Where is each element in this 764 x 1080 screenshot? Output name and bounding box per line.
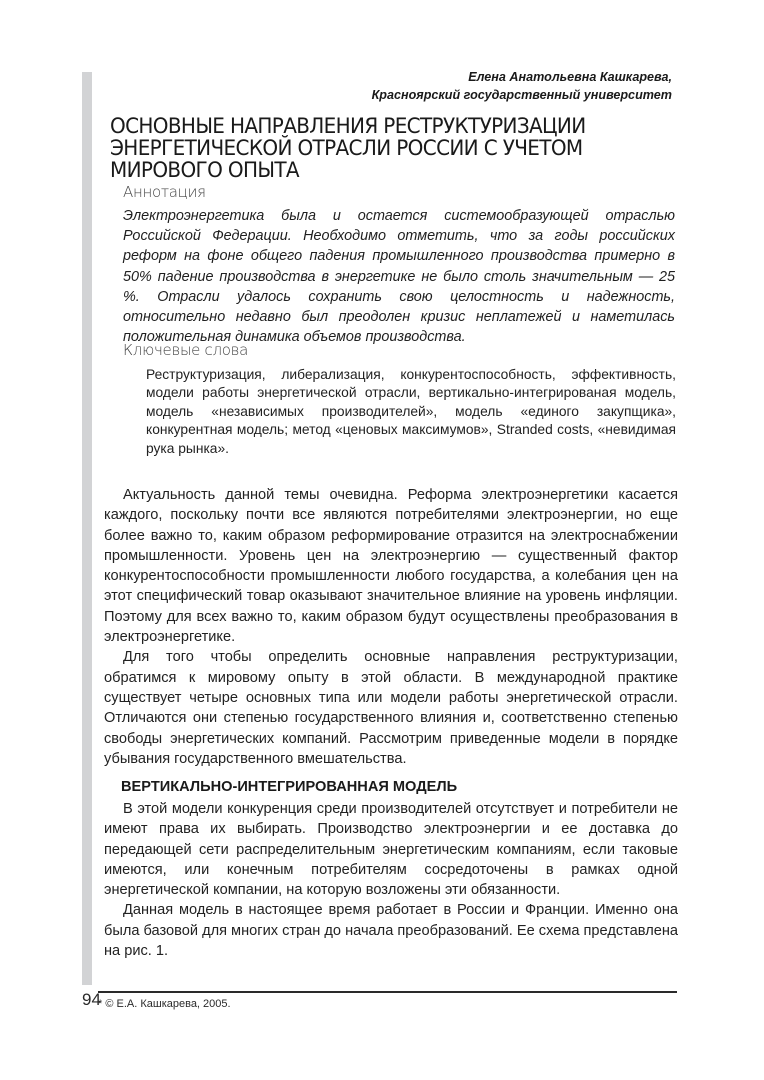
body-paragraph: Актуальность данной темы очевидна. Реформа электроэнергетики касается каждого, поскольку почти все являются потребителями электроэнергии, но еще более важно то, каким образом реформирование отразится на электроснабжении промышленности. Уровень цен на электроэнергию — существенный фактор конкурентоспособности промышленности любого государства, а колебания цен на этот специфический товар оказывают значительное влияние на уровень инфляции. Поэтому для всех важно то, каким образом будут осуществлены преобразования в электроэнергетике. [104,487,678,646]
section-heading: ВЕРТИКАЛЬНО-ИНТЕГРИРОВАННАЯ МОДЕЛЬ [121,779,458,795]
body-text [104,485,678,769]
page-number: 94 [82,990,101,1009]
abstract-label: Аннотация [123,183,206,201]
abstract-text: Электроэнергетика была и остается системообразующей отраслью Российской Федерации. Необходимо отметить, что за годы российских реформ на фоне общего падения промышленного производства примерно в 50% падение производства в энергетике не было столь значительным — 25 %. Отрасли удалось сохранить свою целостность и надежность, относительно недавно был преодолен кризис неплатежей и наметилась положительная динамика объемов производства. [123,208,675,346]
author-block [372,68,672,104]
article-title: ОСНОВНЫЕ НАПРАВЛЕНИЯ РЕСТРУКТУРИЗАЦИИ ЭНЕРГЕТИЧЕСКОЙ ОТРАСЛИ РОССИИ С УЧЕТОМ МИРОВОГО ОПЫТА [110,114,586,183]
section-body [104,799,678,961]
footnote: * © Е.А. Кашкарева, 2005. [98,998,231,1010]
section-paragraph: Данная модель в настоящее время работает в России и Франции. Именно она была базовой для многих стран до начала преобразований. Ее схема представлена на рис. 1. [104,902,679,960]
footnote-divider [98,991,677,993]
author-affiliation: Красноярский государственный университет [371,88,672,102]
keywords-text: Реструктуризация, либерализация, конкурентоспособность, эффективность, модели работы энергетической отрасли, вертикально-интегрированая модель, модель «независимых производителей», модель «единого закупщика», конкурентная модель; метод «ценовых максимумов», Stranded costs, «невидимая рука рынка». [146,367,676,456]
body-paragraph: Для того чтобы определить основные направления реструктуризации, обратимся к мировому опыту в этой области. В международной практике существует четыре основных типа или модели работы энергетической отрасли. Отличаются они степенью государственного влияния и, соответственно степенью свободы энергетических компаний. Рассмотрим приведенные модели в порядке убывания государственного вмешательства. [104,649,678,767]
keywords-label: Ключевые слова [123,341,249,359]
section-paragraph: В этой модели конкуренция среди производителей отсутствует и потребители не имеют права их выбирать. Производство электроэнергии и ее доставка до передающей сети распределительным энергетическим компаниям, если таковые имеются, или конечным потребителям сосредоточены в рамках одной энергетической компании, на которую возложены эти обязанности. [104,801,678,899]
decorative-side-bar [82,72,92,985]
author-name: Елена Анатольевна Кашкарева, [468,70,672,84]
